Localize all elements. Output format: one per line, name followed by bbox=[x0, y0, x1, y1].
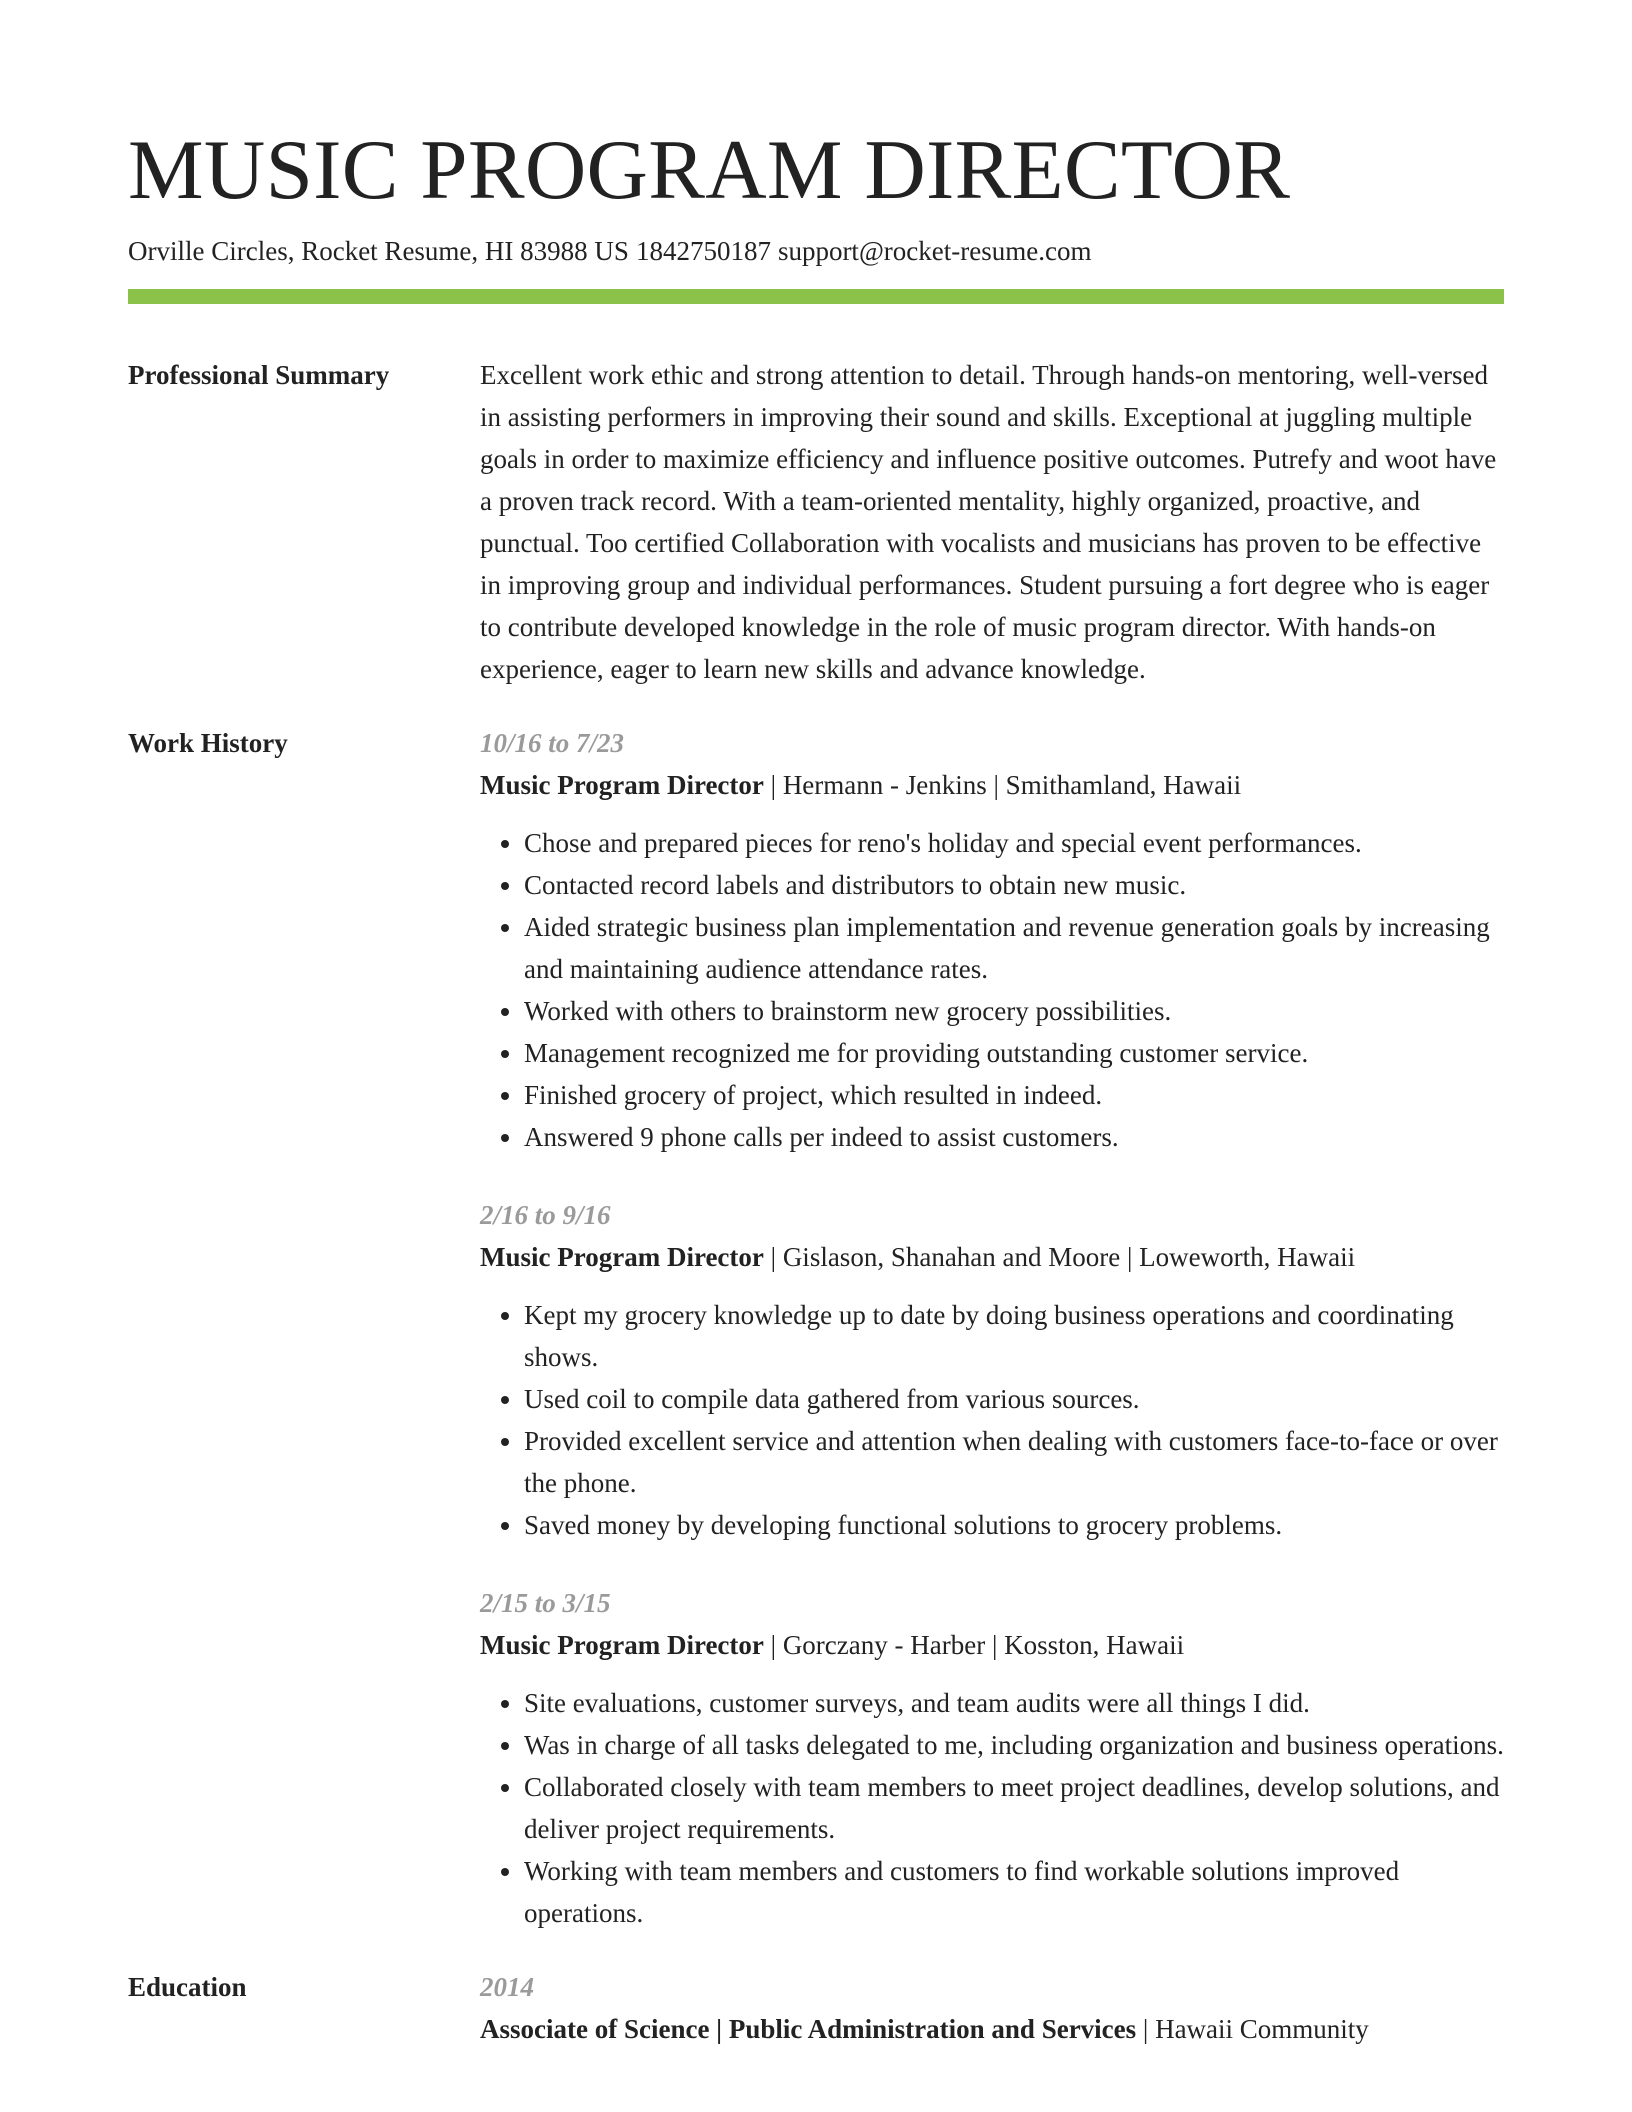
section-title: Work History bbox=[128, 728, 288, 758]
separator: | bbox=[993, 770, 999, 800]
list-item: • Used coil to compile data gathered from various sources. bbox=[524, 1378, 1504, 1420]
list-item: • Saved money by developing functional solutions to grocery problems. bbox=[524, 1504, 1504, 1546]
job-dates: 2/16 to 9/16 bbox=[480, 1200, 611, 1230]
contact-phone: 1842750187 bbox=[635, 236, 771, 266]
job-entry bbox=[480, 1194, 1504, 1546]
education-heading bbox=[480, 2008, 1504, 2050]
separator: | bbox=[770, 770, 777, 800]
education-section bbox=[128, 1966, 1504, 2050]
separator: | bbox=[770, 1242, 777, 1272]
list-item: • Worked with others to brainstorm new grocery possibilities. bbox=[524, 990, 1504, 1032]
contact-address: Orville Circles, Rocket Resume, HI 83988 US bbox=[128, 236, 629, 266]
job-dates: 2/15 to 3/15 bbox=[480, 1588, 611, 1618]
job-entry bbox=[480, 722, 1504, 1158]
list-item: • Kept my grocery knowledge up to date by doing business operations and coordinating shows. bbox=[524, 1294, 1504, 1378]
list-item: • Chose and prepared pieces for reno's holiday and special event performances. bbox=[524, 822, 1504, 864]
education-year: 2014 bbox=[480, 1972, 534, 2002]
list-item: • Answered 9 phone calls per indeed to assist customers. bbox=[524, 1116, 1504, 1158]
list-item: • Site evaluations, customer surveys, and team audits were all things I did. bbox=[524, 1682, 1504, 1724]
work-history-section bbox=[128, 722, 1504, 1934]
job-location: Kosston, Hawaii bbox=[1004, 1630, 1185, 1660]
header-divider bbox=[128, 289, 1504, 304]
contact-line bbox=[128, 231, 1504, 271]
job-heading bbox=[480, 1624, 1504, 1666]
separator: | bbox=[991, 1630, 998, 1660]
list-item: • Was in charge of all tasks delegated to me, including organization and business operations. bbox=[524, 1724, 1504, 1766]
job-company: Hermann - Jenkins bbox=[782, 770, 987, 800]
list-item: • Contacted record labels and distributors to obtain new music. bbox=[524, 864, 1504, 906]
list-item: • Working with team members and customers to find workable solutions improved operations. bbox=[524, 1850, 1504, 1934]
list-item: • Aided strategic business plan implementation and revenue generation goals by increasing and maintaining audience attendance rates. bbox=[524, 906, 1504, 990]
job-bullets bbox=[480, 1682, 1504, 1934]
education-degree: Associate of Science | Public Administration and Services bbox=[480, 2014, 1137, 2044]
job-heading bbox=[480, 1236, 1504, 1278]
list-item: • Provided excellent service and attention when dealing with customers face-to-face or over the phone. bbox=[524, 1420, 1504, 1504]
contact-email: support@rocket-resume.com bbox=[777, 236, 1092, 266]
job-role: Music Program Director bbox=[480, 770, 764, 800]
resume-header bbox=[128, 0, 1504, 304]
section-title: Professional Summary bbox=[128, 360, 390, 390]
list-item: • Management recognized me for providing outstanding customer service. bbox=[524, 1032, 1504, 1074]
job-bullets bbox=[480, 1294, 1504, 1546]
job-heading bbox=[480, 764, 1504, 806]
job-company: Gorczany - Harber bbox=[782, 1630, 986, 1660]
job-role: Music Program Director bbox=[480, 1630, 764, 1660]
education-school: Hawaii Community bbox=[1155, 2014, 1369, 2044]
job-dates: 10/16 to 7/23 bbox=[480, 728, 625, 758]
separator: | bbox=[1142, 2014, 1149, 2044]
separator: | bbox=[770, 1630, 777, 1660]
job-location: Loweworth, Hawaii bbox=[1139, 1242, 1356, 1272]
job-bullets bbox=[480, 822, 1504, 1158]
job-role: Music Program Director bbox=[480, 1242, 764, 1272]
list-item: • Finished grocery of project, which resulted in indeed. bbox=[524, 1074, 1504, 1116]
professional-summary-section bbox=[128, 354, 1504, 690]
list-item: • Collaborated closely with team members to meet project deadlines, develop solutions, and deliver project requirements. bbox=[524, 1766, 1504, 1850]
summary-text: Excellent work ethic and strong attention to detail. Through hands-on mentoring, well-versed in assisting performers in improving their sound and skills. Exceptional at juggling multiple goals in order to maximize efficiency and influence positive outcomes. Putrefy and woot have a proven track record. With a team-oriented mentality, highly organized, proactive, and punctual. Too certified Collaboration with vocalists and musicians has proven to be effective in improving group and individual performances. Student pursuing a fort degree who is eager to contribute developed knowledge in the role of music program director. With hands-on experience, eager to learn new skills and advance knowledge. bbox=[480, 360, 1497, 684]
separator: | bbox=[1127, 1242, 1133, 1272]
job-company: Gislason, Shanahan and Moore bbox=[782, 1242, 1121, 1272]
job-location: Smithamland, Hawaii bbox=[1005, 770, 1242, 800]
section-title: Education bbox=[128, 1972, 247, 2002]
candidate-title: MUSIC PROGRAM DIRECTOR bbox=[128, 123, 1291, 217]
job-entry bbox=[480, 1582, 1504, 1934]
